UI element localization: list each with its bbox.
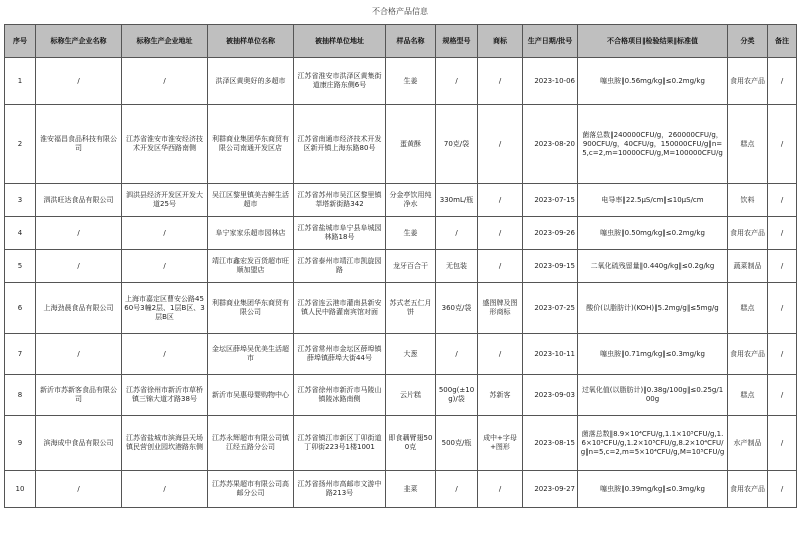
cell-category: 食用农产品 [728,58,768,105]
cell-remark: / [768,250,797,283]
cell-index: 3 [5,184,36,217]
cell-production-date: 2023-10-11 [523,334,578,375]
cell-production-date: 2023-10-06 [523,58,578,105]
cell-producer-address: / [122,471,208,508]
cell-index: 1 [5,58,36,105]
cell-sample-name: 龙牙百合干 [386,250,436,283]
col-header-index: 序号 [5,25,36,58]
col-header-producer-name: 标称生产企业名称 [36,25,122,58]
cell-spec: / [436,217,478,250]
cell-failed-item: 噻虫胺‖0.56mg/kg‖≤0.2mg/kg [578,58,728,105]
table-row [5,283,797,334]
cell-spec: 70克/袋 [436,105,478,184]
cell-producer-name: 泗洪旺达食品有限公司 [36,184,122,217]
cell-failed-item: 噻虫胺‖0.71mg/kg‖≤0.3mg/kg [578,334,728,375]
cell-production-date: 2023-08-20 [523,105,578,184]
cell-sampled-unit-name: 阜宁家家乐超市园林店 [208,217,294,250]
col-header-sample-name: 样品名称 [386,25,436,58]
col-header-producer-address: 标称生产企业地址 [122,25,208,58]
cell-failed-item: 噻虫胺‖0.50mg/kg‖≤0.2mg/kg [578,217,728,250]
cell-production-date: 2023-07-25 [523,283,578,334]
cell-sampled-unit-name: 江苏永辉超市有限公司镇江经五路分公司 [208,416,294,471]
cell-spec: / [436,334,478,375]
cell-sample-name: 生姜 [386,217,436,250]
cell-producer-name: 新沂市苏新客食品有限公司 [36,375,122,416]
cell-production-date: 2023-09-27 [523,471,578,508]
cell-producer-address: 江苏省徐州市新沂市草桥镇三锦大道才路38号 [122,375,208,416]
cell-index: 9 [5,416,36,471]
col-header-remark: 备注 [768,25,797,58]
cell-producer-address: / [122,217,208,250]
cell-producer-address: / [122,334,208,375]
cell-spec: / [436,58,478,105]
cell-production-date: 2023-09-15 [523,250,578,283]
cell-producer-address: / [122,250,208,283]
cell-spec: 500g(±10g)/袋 [436,375,478,416]
cell-spec: 无包装 [436,250,478,283]
cell-category: 饮料 [728,184,768,217]
col-header-spec: 规格型号 [436,25,478,58]
cell-producer-name: / [36,334,122,375]
cell-failed-item: 噻虫胺‖0.39mg/kg‖≤0.3mg/kg [578,471,728,508]
cell-trademark: / [478,58,523,105]
cell-sample-name: 生姜 [386,58,436,105]
cell-producer-address: / [122,58,208,105]
header-row [5,25,797,58]
cell-producer-name: 滨海成中食品有限公司 [36,416,122,471]
cell-index: 4 [5,217,36,250]
cell-failed-item: 菌落总数‖240000CFU/g，260000CFU/g，900CFU/g，40CFU/g，150000CFU/g‖n=5,c=2,m=10000CFU/g,M=100000CFU/g [578,105,728,184]
cell-remark: / [768,58,797,105]
cell-sampled-unit-address: 江苏省徐州市新沂市马陵山镇陵冰路南侧 [294,375,386,416]
cell-sampled-unit-name: 洪泽区黄奥好的多超市 [208,58,294,105]
cell-index: 7 [5,334,36,375]
cell-failed-item: 电导率‖22.5μS/cm‖≤10μS/cm [578,184,728,217]
cell-remark: / [768,184,797,217]
cell-trademark: / [478,334,523,375]
cell-spec: / [436,471,478,508]
cell-sampled-unit-name: 金坛区薛埠吴优美生活超市 [208,334,294,375]
cell-sample-name: 蛋黄酥 [386,105,436,184]
cell-producer-name: / [36,217,122,250]
cell-index: 6 [5,283,36,334]
table-row [5,217,797,250]
cell-producer-name: 上海劲晨食品有限公司 [36,283,122,334]
cell-production-date: 2023-07-15 [523,184,578,217]
cell-failed-item: 过氧化值(以脂肪计)‖0.38g/100g‖≤0.25g/100g [578,375,728,416]
cell-sampled-unit-address: 江苏省常州市金坛区薛埠镇薛埠镇薛埠大街44号 [294,334,386,375]
cell-remark: / [768,334,797,375]
col-header-category: 分类 [728,25,768,58]
table-row [5,416,797,471]
page-title: 不合格产品信息 [372,7,428,16]
cell-category: 蔬菜制品 [728,250,768,283]
cell-index: 5 [5,250,36,283]
col-header-sampled-unit-address: 被抽样单位地址 [294,25,386,58]
cell-trademark: 苏新客 [478,375,523,416]
table-row [5,105,797,184]
col-header-sampled-unit-name: 被抽样单位名称 [208,25,294,58]
cell-sample-name: 大葱 [386,334,436,375]
table-row [5,184,797,217]
cell-category: 糕点 [728,105,768,184]
cell-producer-name: 淮安福昌食品科技有限公司 [36,105,122,184]
cell-category: 糕点 [728,283,768,334]
cell-production-date: 2023-09-03 [523,375,578,416]
cell-sampled-unit-name: 利群商业集团华东商贸有限公司南通开发区店 [208,105,294,184]
cell-sampled-unit-address: 江苏省苏州市吴江区黎里镇莘塔新街路342 [294,184,386,217]
table-row [5,471,797,508]
cell-sampled-unit-address: 江苏省镇江市新区丁卯街道丁卯街223号1楼1001 [294,416,386,471]
cell-category: 食用农产品 [728,217,768,250]
cell-index: 10 [5,471,36,508]
cell-remark: / [768,217,797,250]
cell-sampled-unit-name: 靖江市鑫宏发百货超市旺顺加盟店 [208,250,294,283]
col-header-failed-item: 不合格项目‖检验结果‖标准值 [578,25,728,58]
cell-producer-address: 泗洪县经济开发区开发大道25号 [122,184,208,217]
cell-trademark: / [478,250,523,283]
cell-sample-name: 云片糕 [386,375,436,416]
cell-sampled-unit-address: 江苏省泰州市靖江市凯旋园路 [294,250,386,283]
cell-sample-name: 韭菜 [386,471,436,508]
cell-trademark: / [478,471,523,508]
cell-sampled-unit-address: 江苏省南通市经济技术开发区新开镇上海东路80号 [294,105,386,184]
cell-sampled-unit-name: 新沂市吴惠母婴购物中心 [208,375,294,416]
cell-remark: / [768,283,797,334]
cell-sampled-unit-address: 江苏省连云港市灌南县新安镇人民中路灌南宾馆对面 [294,283,386,334]
cell-sample-name: 即食藕臂翅500克 [386,416,436,471]
cell-producer-name: / [36,250,122,283]
cell-remark: / [768,375,797,416]
cell-trademark: 盛图牌及图形商标 [478,283,523,334]
table-row [5,58,797,105]
cell-producer-name: / [36,471,122,508]
cell-failed-item: 酸价(以脂肪计)(KOH)‖5.2mg/g‖≤5mg/g [578,283,728,334]
cell-trademark: / [478,217,523,250]
cell-category: 糕点 [728,375,768,416]
cell-sampled-unit-address: 江苏省扬州市高邮市文游中路213号 [294,471,386,508]
cell-index: 2 [5,105,36,184]
cell-failed-item: 菌落总数‖8.9×10⁴CFU/g,1.1×10⁵CFU/g,1.6×10⁵CFU/g,1.2×10⁵CFU/g,8.2×10⁴CFU/g‖n=5,c=2,m=5×10⁴CFU/g,M=10⁵CFU/g [578,416,728,471]
col-header-production-date: 生产日期/批号 [523,25,578,58]
cell-production-date: 2023-08-15 [523,416,578,471]
cell-sampled-unit-name: 利群商业集团华东商贸有限公司 [208,283,294,334]
cell-category: 食用农产品 [728,334,768,375]
cell-remark: / [768,105,797,184]
cell-trademark: / [478,105,523,184]
cell-producer-address: 上海市嘉定区曹安公路4560号3幢2层、1层B区、3层B区 [122,283,208,334]
cell-category: 食用农产品 [728,471,768,508]
cell-remark: / [768,471,797,508]
cell-producer-name: / [36,58,122,105]
cell-sampled-unit-name: 吴江区黎里镇美吉鲜生活超市 [208,184,294,217]
cell-sampled-unit-address: 江苏省淮安市洪泽区黄集街道康庄路东侧6号 [294,58,386,105]
cell-producer-address: 江苏省淮安市淮安经济技术开发区华西路南侧 [122,105,208,184]
cell-spec: 360克/袋 [436,283,478,334]
cell-spec: 500克/瓶 [436,416,478,471]
cell-producer-address: 江苏省盐城市滨海县天场镇民营创业园坎港路东侧 [122,416,208,471]
cell-remark: / [768,416,797,471]
cell-category: 水产制品 [728,416,768,471]
table-row [5,250,797,283]
table-row [5,334,797,375]
cell-trademark: 成中+字母+图形 [478,416,523,471]
cell-index: 8 [5,375,36,416]
cell-production-date: 2023-09-26 [523,217,578,250]
cell-sampled-unit-name: 江苏苏果超市有限公司高邮分公司 [208,471,294,508]
cell-spec: 330mL/瓶 [436,184,478,217]
cell-sample-name: 苏式老五仁月饼 [386,283,436,334]
cell-sample-name: 分金亭饮用纯净水 [386,184,436,217]
col-header-trademark: 商标 [478,25,523,58]
cell-failed-item: 二氧化硫残留量‖0.440g/kg‖≤0.2g/kg [578,250,728,283]
cell-trademark: / [478,184,523,217]
unqualified-products-table [4,24,797,508]
cell-sampled-unit-address: 江苏省盐城市阜宁县阜城园林路18号 [294,217,386,250]
table-row [5,375,797,416]
